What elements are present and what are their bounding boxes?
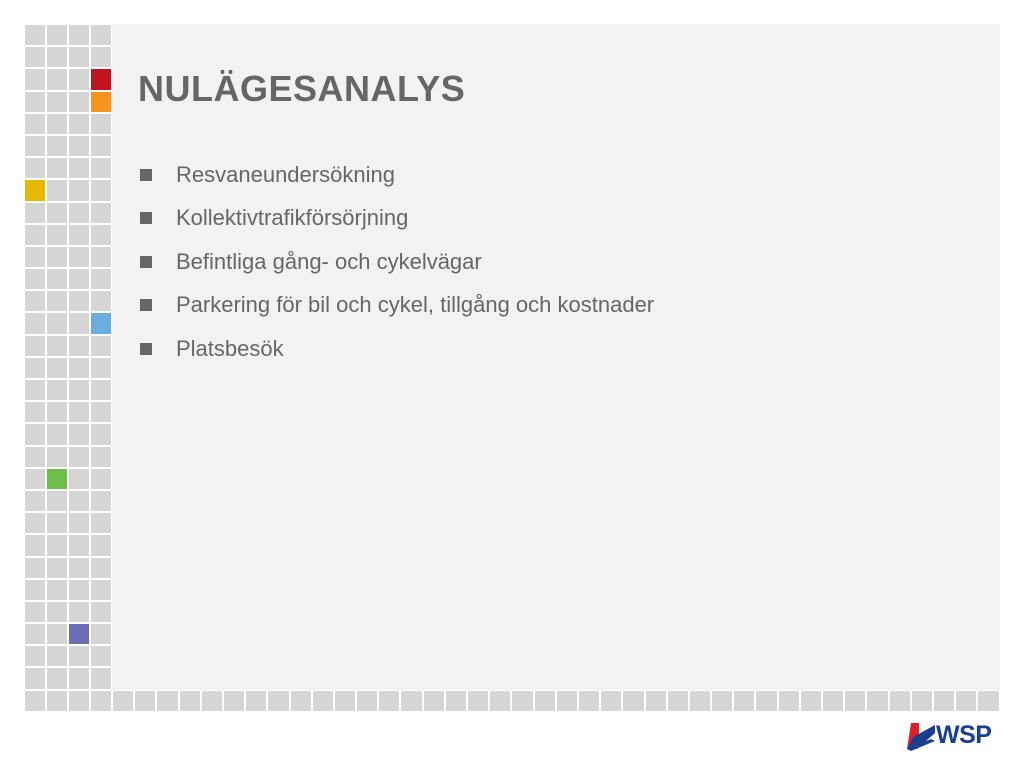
grid-cell (69, 47, 89, 67)
bullet-item (140, 327, 654, 371)
grid-cell (779, 691, 799, 711)
grid-cell (357, 691, 377, 711)
grid-cell (47, 624, 67, 644)
grid-cell (69, 291, 89, 311)
grid-cell (69, 691, 89, 711)
grid-cell (91, 225, 111, 245)
grid-cell (91, 114, 111, 134)
bullet-item (140, 240, 654, 284)
grid-cell (69, 180, 89, 200)
grid-cell (91, 424, 111, 444)
grid-cell (25, 92, 45, 112)
grid-cell (91, 47, 111, 67)
grid-cell (69, 668, 89, 688)
grid-cell (646, 691, 666, 711)
grid-cell (25, 668, 45, 688)
grid-cell (246, 691, 266, 711)
bullet-text: Befintliga gång- och cykelvägar (176, 248, 482, 274)
grid-cell (335, 691, 355, 711)
accent-square (91, 313, 111, 333)
grid-cell (91, 203, 111, 223)
grid-cell (91, 402, 111, 422)
grid-cell (69, 535, 89, 555)
grid-cell (91, 513, 111, 533)
grid-cell (579, 691, 599, 711)
grid-cell (91, 646, 111, 666)
grid-cell (91, 535, 111, 555)
grid-cell (25, 513, 45, 533)
grid-cell (91, 358, 111, 378)
grid-cell (25, 225, 45, 245)
grid-cell (69, 269, 89, 289)
grid-cell (379, 691, 399, 711)
grid-cell (47, 380, 67, 400)
grid-cell (512, 691, 532, 711)
grid-cell (69, 602, 89, 622)
grid-cell (47, 424, 67, 444)
grid-cell (25, 491, 45, 511)
grid-cell (69, 447, 89, 467)
grid-cell (91, 247, 111, 267)
grid-cell (69, 92, 89, 112)
grid-cell (69, 247, 89, 267)
decorative-grid-bottom (112, 690, 1000, 712)
grid-cell (25, 25, 45, 45)
grid-cell (47, 225, 67, 245)
grid-cell (601, 691, 621, 711)
wsp-logo-icon (905, 719, 935, 751)
grid-cell (91, 580, 111, 600)
grid-cell (313, 691, 333, 711)
grid-cell (47, 646, 67, 666)
grid-cell (91, 158, 111, 178)
grid-cell (69, 513, 89, 533)
grid-cell (25, 424, 45, 444)
grid-cell (490, 691, 510, 711)
grid-cell (25, 535, 45, 555)
grid-cell (823, 691, 843, 711)
grid-cell (69, 646, 89, 666)
wsp-logo-text: WSP (936, 720, 992, 749)
grid-cell (25, 136, 45, 156)
grid-cell (268, 691, 288, 711)
grid-cell (47, 158, 67, 178)
grid-cell (224, 691, 244, 711)
grid-cell (712, 691, 732, 711)
grid-cell (91, 291, 111, 311)
grid-cell (25, 402, 45, 422)
grid-cell (25, 469, 45, 489)
bullet-square-icon (140, 299, 152, 311)
grid-cell (47, 291, 67, 311)
bullet-list (140, 153, 654, 371)
accent-square (91, 69, 111, 89)
grid-cell (25, 602, 45, 622)
grid-cell (91, 447, 111, 467)
grid-cell (47, 180, 67, 200)
grid-cell (180, 691, 200, 711)
grid-cell (69, 469, 89, 489)
bullet-square-icon (140, 169, 152, 181)
bullet-square-icon (140, 343, 152, 355)
grid-cell (47, 313, 67, 333)
grid-cell (25, 358, 45, 378)
grid-cell (91, 491, 111, 511)
grid-cell (69, 558, 89, 578)
grid-cell (25, 269, 45, 289)
grid-cell (47, 269, 67, 289)
grid-cell (934, 691, 954, 711)
grid-cell (113, 691, 133, 711)
grid-cell (69, 158, 89, 178)
grid-cell (91, 558, 111, 578)
grid-cell (25, 336, 45, 356)
grid-cell (157, 691, 177, 711)
grid-cell (91, 691, 111, 711)
bullet-text: Resvaneundersökning (176, 161, 395, 187)
accent-square (25, 180, 45, 200)
slide-title: NULÄGESANALYS (138, 68, 466, 109)
grid-cell (69, 580, 89, 600)
grid-cell (91, 25, 111, 45)
bullet-text: Kollektivtrafikförsörjning (176, 205, 409, 231)
grid-cell (69, 114, 89, 134)
grid-cell (47, 447, 67, 467)
grid-cell (47, 247, 67, 267)
accent-square (47, 469, 67, 489)
grid-cell (845, 691, 865, 711)
grid-cell (978, 691, 998, 711)
bullet-square-icon (140, 256, 152, 268)
grid-cell (956, 691, 976, 711)
grid-cell (91, 336, 111, 356)
grid-cell (623, 691, 643, 711)
grid-cell (69, 380, 89, 400)
grid-cell (47, 535, 67, 555)
grid-cell (91, 136, 111, 156)
grid-cell (47, 580, 67, 600)
grid-cell (47, 336, 67, 356)
grid-cell (91, 469, 111, 489)
grid-cell (25, 291, 45, 311)
grid-cell (91, 269, 111, 289)
grid-cell (291, 691, 311, 711)
grid-cell (25, 580, 45, 600)
grid-cell (69, 313, 89, 333)
bullet-item (140, 284, 654, 328)
grid-cell (557, 691, 577, 711)
grid-cell (47, 513, 67, 533)
grid-cell (47, 358, 67, 378)
grid-cell (47, 114, 67, 134)
grid-cell (47, 602, 67, 622)
grid-cell (756, 691, 776, 711)
grid-cell (91, 668, 111, 688)
grid-cell (69, 69, 89, 89)
grid-cell (25, 691, 45, 711)
grid-cell (91, 180, 111, 200)
grid-cell (135, 691, 155, 711)
grid-cell (424, 691, 444, 711)
grid-cell (668, 691, 688, 711)
grid-cell (47, 402, 67, 422)
grid-cell (69, 424, 89, 444)
grid-cell (867, 691, 887, 711)
grid-cell (535, 691, 555, 711)
grid-cell (25, 313, 45, 333)
grid-cell (91, 380, 111, 400)
grid-cell (47, 136, 67, 156)
grid-cell (69, 225, 89, 245)
grid-cell (446, 691, 466, 711)
grid-cell (25, 114, 45, 134)
grid-cell (91, 624, 111, 644)
grid-cell (25, 69, 45, 89)
grid-cell (25, 624, 45, 644)
grid-cell (401, 691, 421, 711)
grid-cell (47, 92, 67, 112)
grid-cell (25, 558, 45, 578)
grid-cell (47, 69, 67, 89)
grid-cell (69, 136, 89, 156)
grid-cell (25, 47, 45, 67)
bullet-item (140, 153, 654, 197)
grid-cell (47, 491, 67, 511)
grid-cell (25, 447, 45, 467)
grid-cell (91, 602, 111, 622)
grid-cell (25, 380, 45, 400)
decorative-grid-left (24, 24, 112, 712)
grid-cell (47, 558, 67, 578)
accent-square (91, 92, 111, 112)
grid-cell (690, 691, 710, 711)
grid-cell (47, 691, 67, 711)
grid-cell (734, 691, 754, 711)
grid-cell (69, 203, 89, 223)
accent-square (69, 624, 89, 644)
grid-cell (47, 668, 67, 688)
grid-cell (25, 247, 45, 267)
grid-cell (69, 402, 89, 422)
grid-cell (25, 646, 45, 666)
grid-cell (912, 691, 932, 711)
bullet-item (140, 197, 654, 241)
grid-cell (25, 158, 45, 178)
grid-cell (69, 491, 89, 511)
grid-cell (468, 691, 488, 711)
grid-cell (890, 691, 910, 711)
grid-cell (47, 203, 67, 223)
grid-cell (202, 691, 222, 711)
bullet-text: Platsbesök (176, 335, 284, 361)
bullet-text: Parkering för bil och cykel, tillgång och kostnader (176, 292, 655, 318)
grid-cell (69, 336, 89, 356)
grid-cell (25, 203, 45, 223)
grid-cell (47, 25, 67, 45)
grid-cell (801, 691, 821, 711)
bullet-square-icon (140, 212, 152, 224)
wsp-logo (905, 717, 1001, 753)
grid-cell (47, 47, 67, 67)
grid-cell (69, 25, 89, 45)
grid-cell (69, 358, 89, 378)
